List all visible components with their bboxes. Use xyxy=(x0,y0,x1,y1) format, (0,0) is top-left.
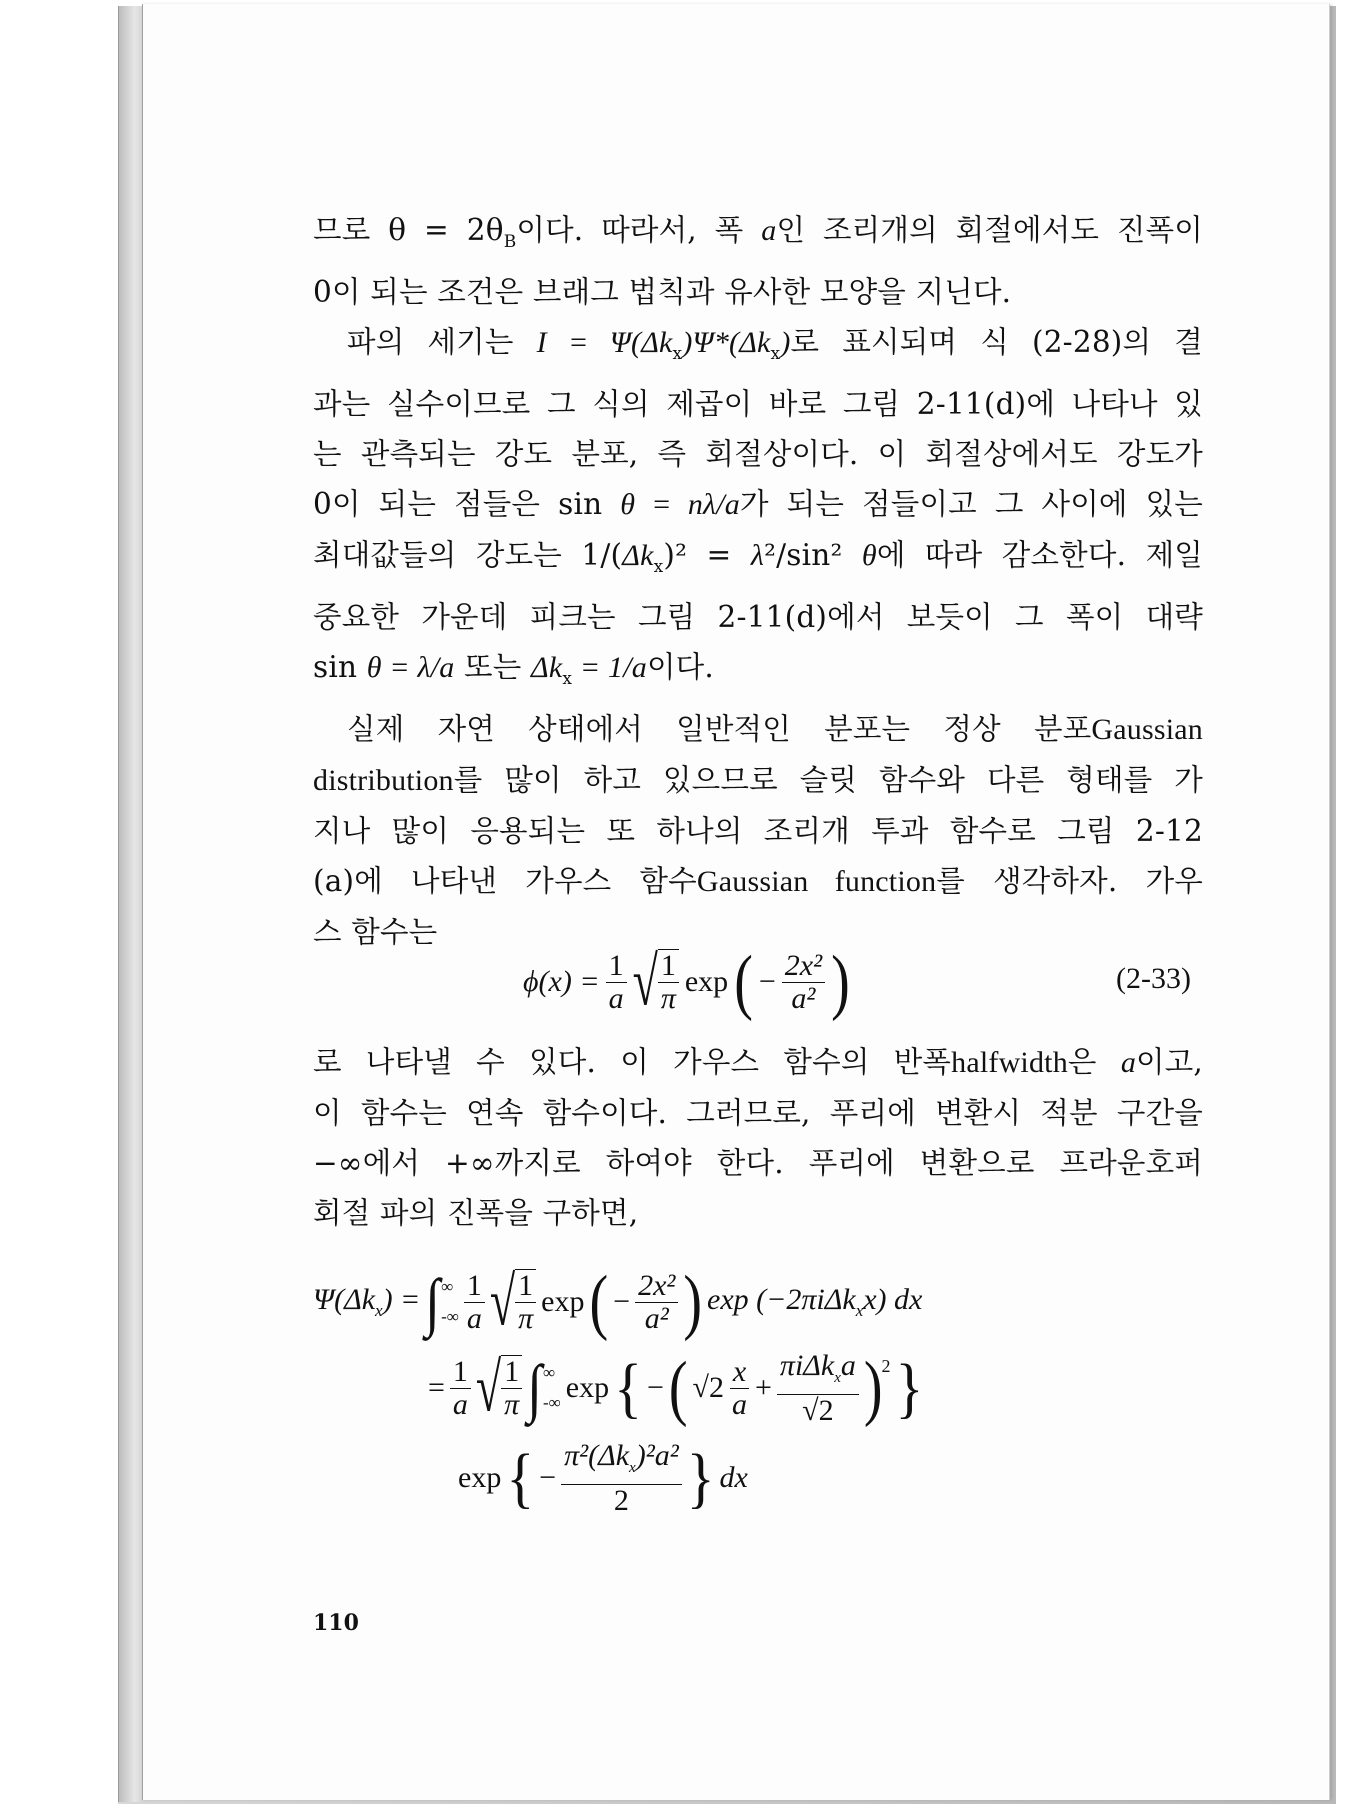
fraction: $\frac{1}{a}$ xyxy=(606,950,627,1015)
text-line: 므로 $\theta = 2\theta_B$이다. 따라서, 폭 a인 조리개의 회절에서도 진폭이 xyxy=(313,213,1204,252)
equation-row-1: $\Psi(\Delta k_x)$ = ∫ ∞ -∞ $\frac{1}{a}$ √ $\frac{1}{\pi}$ exp ( − $\frac{\text{2x²}}{\text{a²}}$ ) exp (−2πiΔk$_x$x) dx xyxy=(313,1261,923,1343)
text-line: 0이 되는 점들은 sin θ = nλ/a가 되는 점들이고 그 사이에 있는 xyxy=(313,486,1203,521)
main-text-block-1 xyxy=(313,205,1203,957)
equation-body: ϕ(x) = $\frac{1}{a}$ √ $\frac{1}{\pi}$ exp ( − $\frac{\text{2x²}}{\text{a²}}$ ) xyxy=(523,941,850,1023)
text-line: (a)에 나타낸 가우스 함수Gaussian function를 생각하자. 가우 xyxy=(313,863,1203,898)
equation-lhs: ϕ(x) = xyxy=(523,965,600,998)
book-page-edge xyxy=(118,6,145,1802)
equation-2-33 xyxy=(313,940,1203,1024)
text-line: 0이 되는 조건은 브래그 법칙과 유사한 모양을 지닌다. xyxy=(313,274,1012,309)
equation-row-3: exp { − $\frac{\pi^2(\Delta k_x)^2a^2}{2}$ } dx xyxy=(458,1438,748,1517)
text-line: distribution를 많이 하고 있으므로 슬릿 함수와 다른 형태를 가 xyxy=(313,762,1203,797)
square-root: √ $\frac{1}{\pi}$ xyxy=(633,949,679,1015)
paragraph-1 xyxy=(313,205,1203,317)
text-line: 이 함수는 연속 함수이다. 그러므로, 푸리에 변환시 적분 구간을 xyxy=(313,1096,1203,1130)
equation-row-2: = $\frac{1}{a}$ √ $\frac{1}{\pi}$ ∫ ∞ -∞ exp { − ( √2 $\frac{x}{a}$ + $\frac{\pi i\Delta k_xa}{√2}$ ) $^2$ } xyxy=(428,1347,924,1429)
text-line: sin θ = λ/a 또는 $\Delta k_x = 1/a$이다. xyxy=(313,649,714,689)
paragraph-2 xyxy=(313,317,1203,704)
text-line: 회절 파의 진폭을 구하면, xyxy=(313,1196,639,1230)
text-line: 로 나타낼 수 있다. 이 가우스 함수의 반폭halfwidth은 a이고, xyxy=(313,1045,1203,1079)
main-text-block-2 xyxy=(313,1037,1203,1238)
equation-number: (2-33) xyxy=(1116,962,1191,995)
fraction: $\frac{\text{2x²}}{\text{a²}}$ xyxy=(782,950,825,1015)
text-line: 는 관측되는 강도 분포, 즉 회절상이다. 이 회절상에서도 강도가 xyxy=(313,436,1203,471)
text-line: 과는 실수이므로 그 식의 제곱이 바로 그림 2-11(d)에 나타나 있 xyxy=(313,386,1203,421)
text-line: 실제 자연 상태에서 일반적인 분포는 정상 분포Gaussian xyxy=(347,711,1203,746)
page-number: 110 xyxy=(313,1610,359,1636)
text-line: 중요한 가운데 피크는 그림 2-11(d)에서 보듯이 그 폭이 대략 xyxy=(313,599,1203,634)
text-line: 최대값들의 강도는 $1/(\Delta k_x)^2 = \lambda^2/\sin^2$ θ에 따라 감소한다. 제일 xyxy=(313,537,1203,577)
paragraph-3 xyxy=(313,704,1203,957)
text-line: −∞에서 +∞까지로 하여야 한다. 푸리에 변환으로 프라운호퍼 xyxy=(313,1146,1203,1180)
text-line: 파의 세기는 $I = \Psi(\Delta k_x)\Psi*(\Delta k_x)$로 표시되며 식 (2-28)의 결 xyxy=(347,324,1203,364)
text-line: 스 함수는 xyxy=(313,914,438,949)
text-line: 지나 많이 응용되는 또 하나의 조리개 투과 함수로 그림 2-12 xyxy=(313,813,1203,848)
